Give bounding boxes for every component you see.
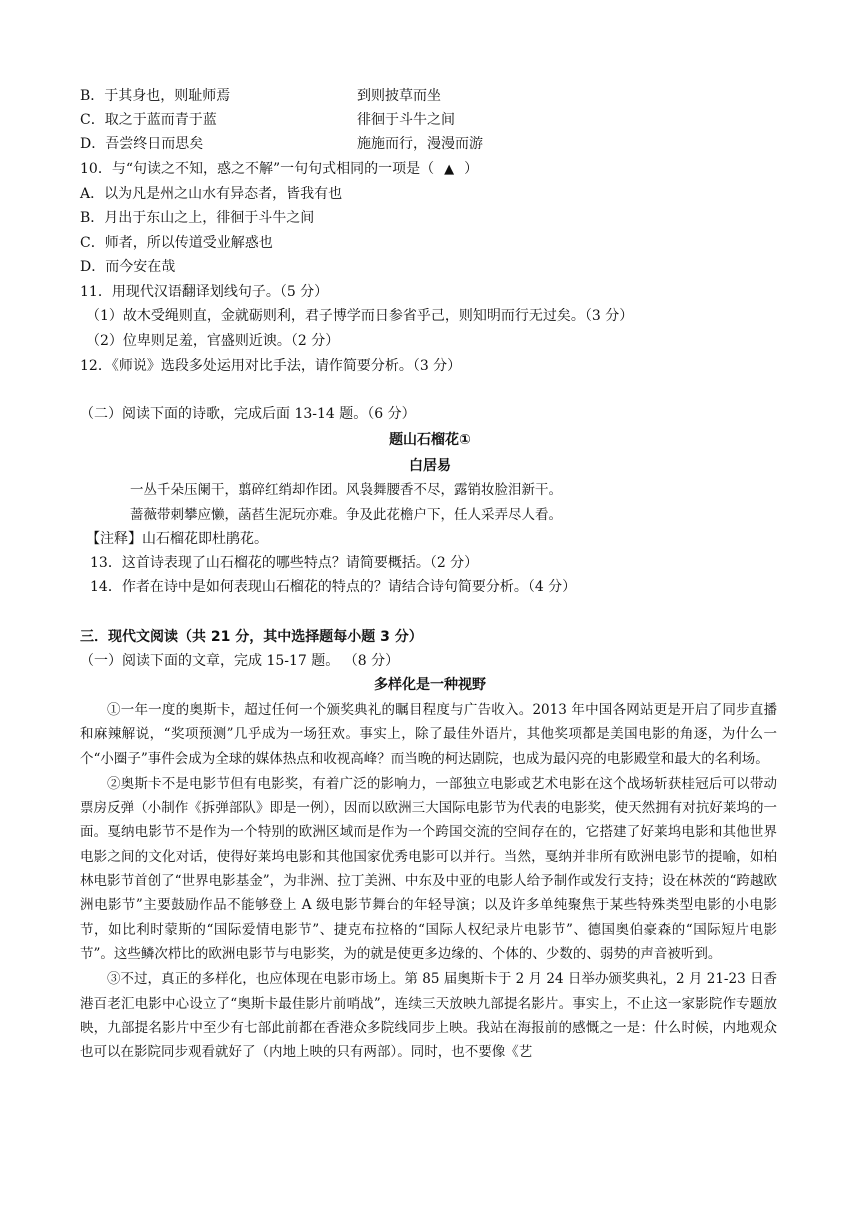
article-paragraph-3: ③不过，真正的多样化，也应体现在电影市场上。第 85 届奥斯卡于 2 月 24 日举办颁奖典礼，2 月 21-23 日香港百老汇电影中心设立了“奥斯卡最佳影片前哨战”，连续三天放映九部提名影片。事实上，不止这一家影院作专题放映，九部提名影片中至少有七部此前都在香港众多院线同步上映。我站在海报前的感慨之一是：什么时候，内地观众也可以在影院同步观看就好了（内地上映的只有两部）。同时，也不要像《艺 [80, 971, 777, 1061]
q9-option-c: C．取之于蓝而青于蓝 [80, 112, 217, 128]
poem-author: 白居易 [409, 458, 451, 474]
q11-stem: 11．用现代汉语翻译划线句子。（5 分） [80, 284, 329, 300]
modern-section-heading: 三．现代文阅读（共 21 分，其中选择题每小题 3 分） [80, 629, 423, 645]
q14-stem: 14．作者在诗中是如何表现山石榴花的特点的？请结合诗句简要分析。（4 分） [90, 579, 577, 595]
poem-section-heading: （二）阅读下面的诗歌，完成后面 13-14 题。（6 分） [80, 406, 416, 422]
article-title: 多样化是一种视野 [374, 677, 486, 693]
q9-option-c-pair: 徘徊于斗牛之间 [357, 112, 455, 128]
q9-option-b: B．于其身也，则耻师焉 [80, 88, 231, 104]
q10-option-d: D．而今安在哉 [80, 259, 176, 275]
q10-stem-text: 10．与“句读之不知，惑之不解”一句句式相同的一项是（ [80, 161, 435, 177]
q10-option-b: B．月出于东山之上，徘徊于斗牛之间 [80, 210, 315, 226]
answer-blank-triangle-icon: ▲ [444, 162, 455, 177]
q10-stem-close: ） [464, 161, 479, 177]
q12-stem: 12．《师说》选段多处运用对比手法，请作简要分析。（3 分） [80, 358, 462, 374]
q10-stem [80, 159, 478, 180]
article-body [80, 698, 777, 1064]
q13-stem: 13．这首诗表现了山石榴花的哪些特点？请简要概括。（2 分） [90, 555, 479, 571]
q9-option-b-pair: 到则披草而坐 [357, 88, 441, 104]
poem-line-2: 蔷薇带刺攀应懒，菡萏生泥玩亦难。争及此花檐户下，任人采弄尽人看。 [130, 507, 562, 523]
q10-option-c: C．师者，所以传道受业解惑也 [80, 235, 273, 251]
q10-option-a: A．以为凡是州之山水有异态者，皆我有也 [80, 186, 343, 202]
poem-note: 【注释】山石榴花即杜鹃花。 [86, 531, 268, 547]
q11-sentence-2: （2）位卑则足羞，官盛则近谀。（2 分） [86, 333, 340, 349]
article-paragraph-1: ①一年一度的奥斯卡，超过任何一个颁奖典礼的瞩目程度与广告收入。2013 年中国各网站更是开启了同步直播和麻辣解说，“奖项预测”几乎成为一场狂欢。事实上，除了最佳外语片，其他奖项都是美国电影的角逐，为什么一个“小圈子”事件会成为全球的媒体热点和收视高峰？而当晚的柯达剧院，也成为最闪亮的电影殿堂和最大的名利场。 [80, 702, 777, 767]
article-paragraph-2: ②奥斯卡不是电影节但有电影奖，有着广泛的影响力，一部独立电影或艺术电影在这个战场斩获桂冠后可以带动票房反弹（小制作《拆弹部队》即是一例），因而以欧洲三大国际电影节为代表的电影奖，使天然拥有对抗好莱坞的一面。戛纳电影节不是作为一个特别的欧洲区域而是作为一个跨国交流的空间存在的，它搭建了好莱坞电影和其他世界电影之间的文化对话，使得好莱坞电影和其他国家优秀电影可以并行。当然，戛纳并非所有欧洲电影节的提喻，如柏林电影节首创了“世界电影基金”，为非洲、拉丁美洲、中东及中亚的电影人给予制作或发行支持；设在林茨的“跨越欧洲电影节”主要鼓励作品不能够登上 A 级电影节舞台的年轻导演；以及许多单纯聚焦于某些特殊类型电影的小电影节，如比利时蒙斯的“国际爱情电影节”、捷克布拉格的“国际人权纪录片电影节”、德国奥伯豪森的“国际短片电影节”。这些鳞次栉比的欧洲电影节与电影奖，为的就是使更多边缘的、个体的、少数的、弱势的声音被听到。 [80, 775, 777, 962]
q9-option-d: D．吾尝终日而思矣 [80, 136, 204, 152]
q9-option-d-pair: 施施而行，漫漫而游 [357, 136, 483, 152]
poem-line-1: 一丛千朵压阑干，翦碎红绡却作团。风袅舞腰香不尽，露销妆脸泪新干。 [130, 482, 562, 498]
modern-subsection-heading: （一）阅读下面的文章，完成 15-17 题。 （8 分） [80, 653, 400, 669]
q11-sentence-1: （1）故木受绳则直，金就砺则利，君子博学而日参省乎己，则知明而行无过矣。（3 分） [86, 308, 634, 324]
poem-title: 题山石榴花① [389, 432, 471, 448]
